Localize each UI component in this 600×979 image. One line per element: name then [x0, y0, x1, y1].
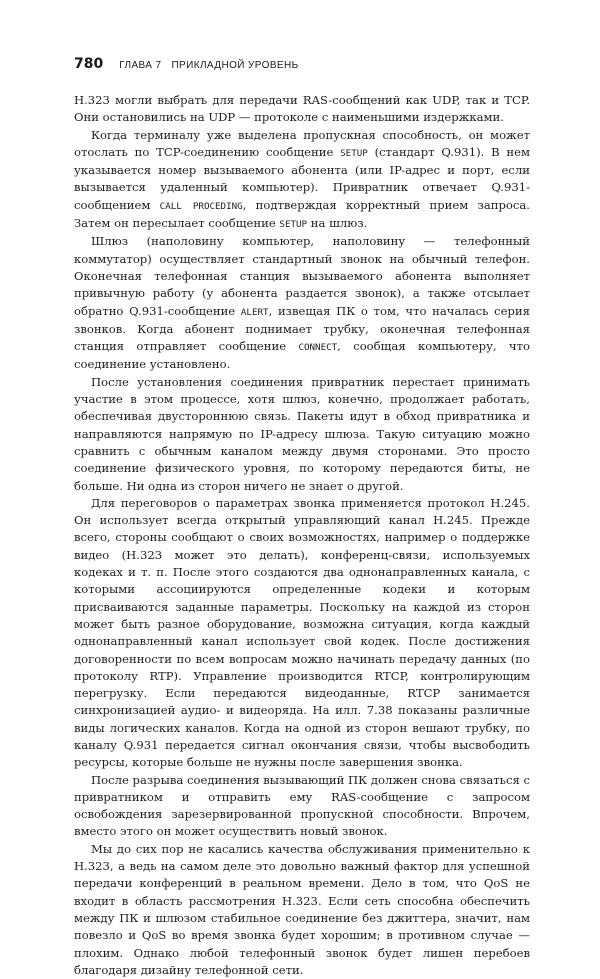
- code-term: SETUP: [340, 147, 368, 159]
- text-run: H.323 могли выбрать для передачи RAS-сообщений как UDP, так и TCP. Они остановились на UDP — протоколе с наименьшими издержками.: [74, 93, 530, 125]
- paragraph: [74, 841, 530, 979]
- code-term: CALL PROCEDING: [159, 200, 243, 212]
- text-run: После установления соединения привратник перестает принимать участие в этом процессе, хотя шлюз, конечно, продолжает работать, обеспечивая двустороннюю связь. Пакеты идут в обход привратника и направляются напрямую по IP-адресу шлюза. Такую ситуацию можно сравнить с обычным каналом между двумя сторонами. Это просто соединение физического уровня, по которому передаются биты, не больше. Ни одна из сторон ничего не знает о другой.: [74, 374, 530, 493]
- chapter-label: ГЛАВА 7: [119, 60, 162, 71]
- text-run: , подтверждая корректный прием запроса. Затем он пересылает сообщение: [74, 197, 530, 231]
- running-header: [74, 56, 540, 76]
- paragraph: [74, 374, 530, 495]
- text-run: Мы до сих пор не касались качества обслуживания применительно к H.323, а ведь на самом деле это довольно важный фактор для успешной передачи конференций в реальном времени. Дело в том, что QoS не входит в область рассмотрения H.323. Если сеть способна обеспечить между ПК и шлюзом стабильное соединение без джиттера, значит, нам повезло и QoS во время звонка будет хорошим; в противном случае — плохим. Однако любой телефонный звонок будет лишен перебоев благодаря дизайну телефонной сети.: [74, 841, 530, 977]
- text-run: (стандарт Q.931). В нем указывается номер вызываемого абонента (или IP-адрес и порт, если вызывается удаленный компьютер). Привратник отвечает Q.931-сообщением: [74, 144, 530, 212]
- chapter-title: ПРИКЛАДНОЙ УРОВЕНЬ: [171, 60, 299, 71]
- paragraph: [74, 127, 530, 234]
- code-term: ALERT: [240, 306, 269, 318]
- code-term: CONNECT: [298, 342, 338, 354]
- paragraph: [74, 233, 530, 373]
- text-run: , сообщая компьютеру, что соединение установлено.: [74, 339, 530, 372]
- text-run: После разрыва соединения вызывающий ПК должен снова связаться с привратником и отправить ему RAS-сообщение с запросом освобождения зарезервированной пропускной способности. Впрочем, вместо этого он может осуществить новый звонок.: [74, 772, 530, 839]
- text-run: Шлюз (наполовину компьютер, наполовину — телефонный коммутатор) осуществляет стандартный звонок на обычный телефон. Оконечная телефонная станция вызываемого абонента выполняет привычную работу (у абонента раздается звонок), а также отсылает обратно Q.931-сообщение: [74, 234, 530, 318]
- paragraph: [74, 92, 530, 127]
- text-run: Для переговоров о параметрах звонка применяется протокол H.245. Он использует всегда открытый управляющий канал H.245. Прежде всего, стороны сообщают о своих возможностях, например о поддержке видео (H.323 может это делать), конференц-связи, используемых кодеках и т. п. После этого создаются два однонаправленных канала, с которыми ассоциируются определенные кодеки и которым присваиваются заданные параметры. Поскольку на каждой из сторон может быть разное оборудование, возможна ситуация, когда каждый однонаправленный канал использует свой кодек. После достижения договоренности по всем вопросам можно начинать передачу данных (по протоколу RTP). Управление производится RTCP, контролирующим перегрузку. Если передаются видеоданные, RTCP занимается синхронизацией аудио- и видеоряда. На илл. 7.38 показаны различные виды логических каналов. Когда на одной из сторон вешают трубку, по каналу Q.931 передается сигнал окончания связи, чтобы высвободить ресурсы, которые больше не нужны после завершения звонка.: [74, 495, 530, 770]
- body-text: [74, 92, 530, 979]
- text-run: Когда терминалу уже выделена пропускная способность, он может отослать по TCP-соединению сообщение: [74, 127, 530, 159]
- paragraph: [74, 772, 530, 841]
- paragraph: [74, 495, 530, 772]
- code-term: SETUP: [279, 219, 308, 231]
- page-number: 780: [74, 56, 104, 72]
- text-run: , извещая ПК о том, что началась серия звонков. Когда абонент поднимает трубку, оконечная телефонная станция отправляет сообщение: [74, 303, 530, 354]
- text-run: на шлюз.: [307, 216, 368, 231]
